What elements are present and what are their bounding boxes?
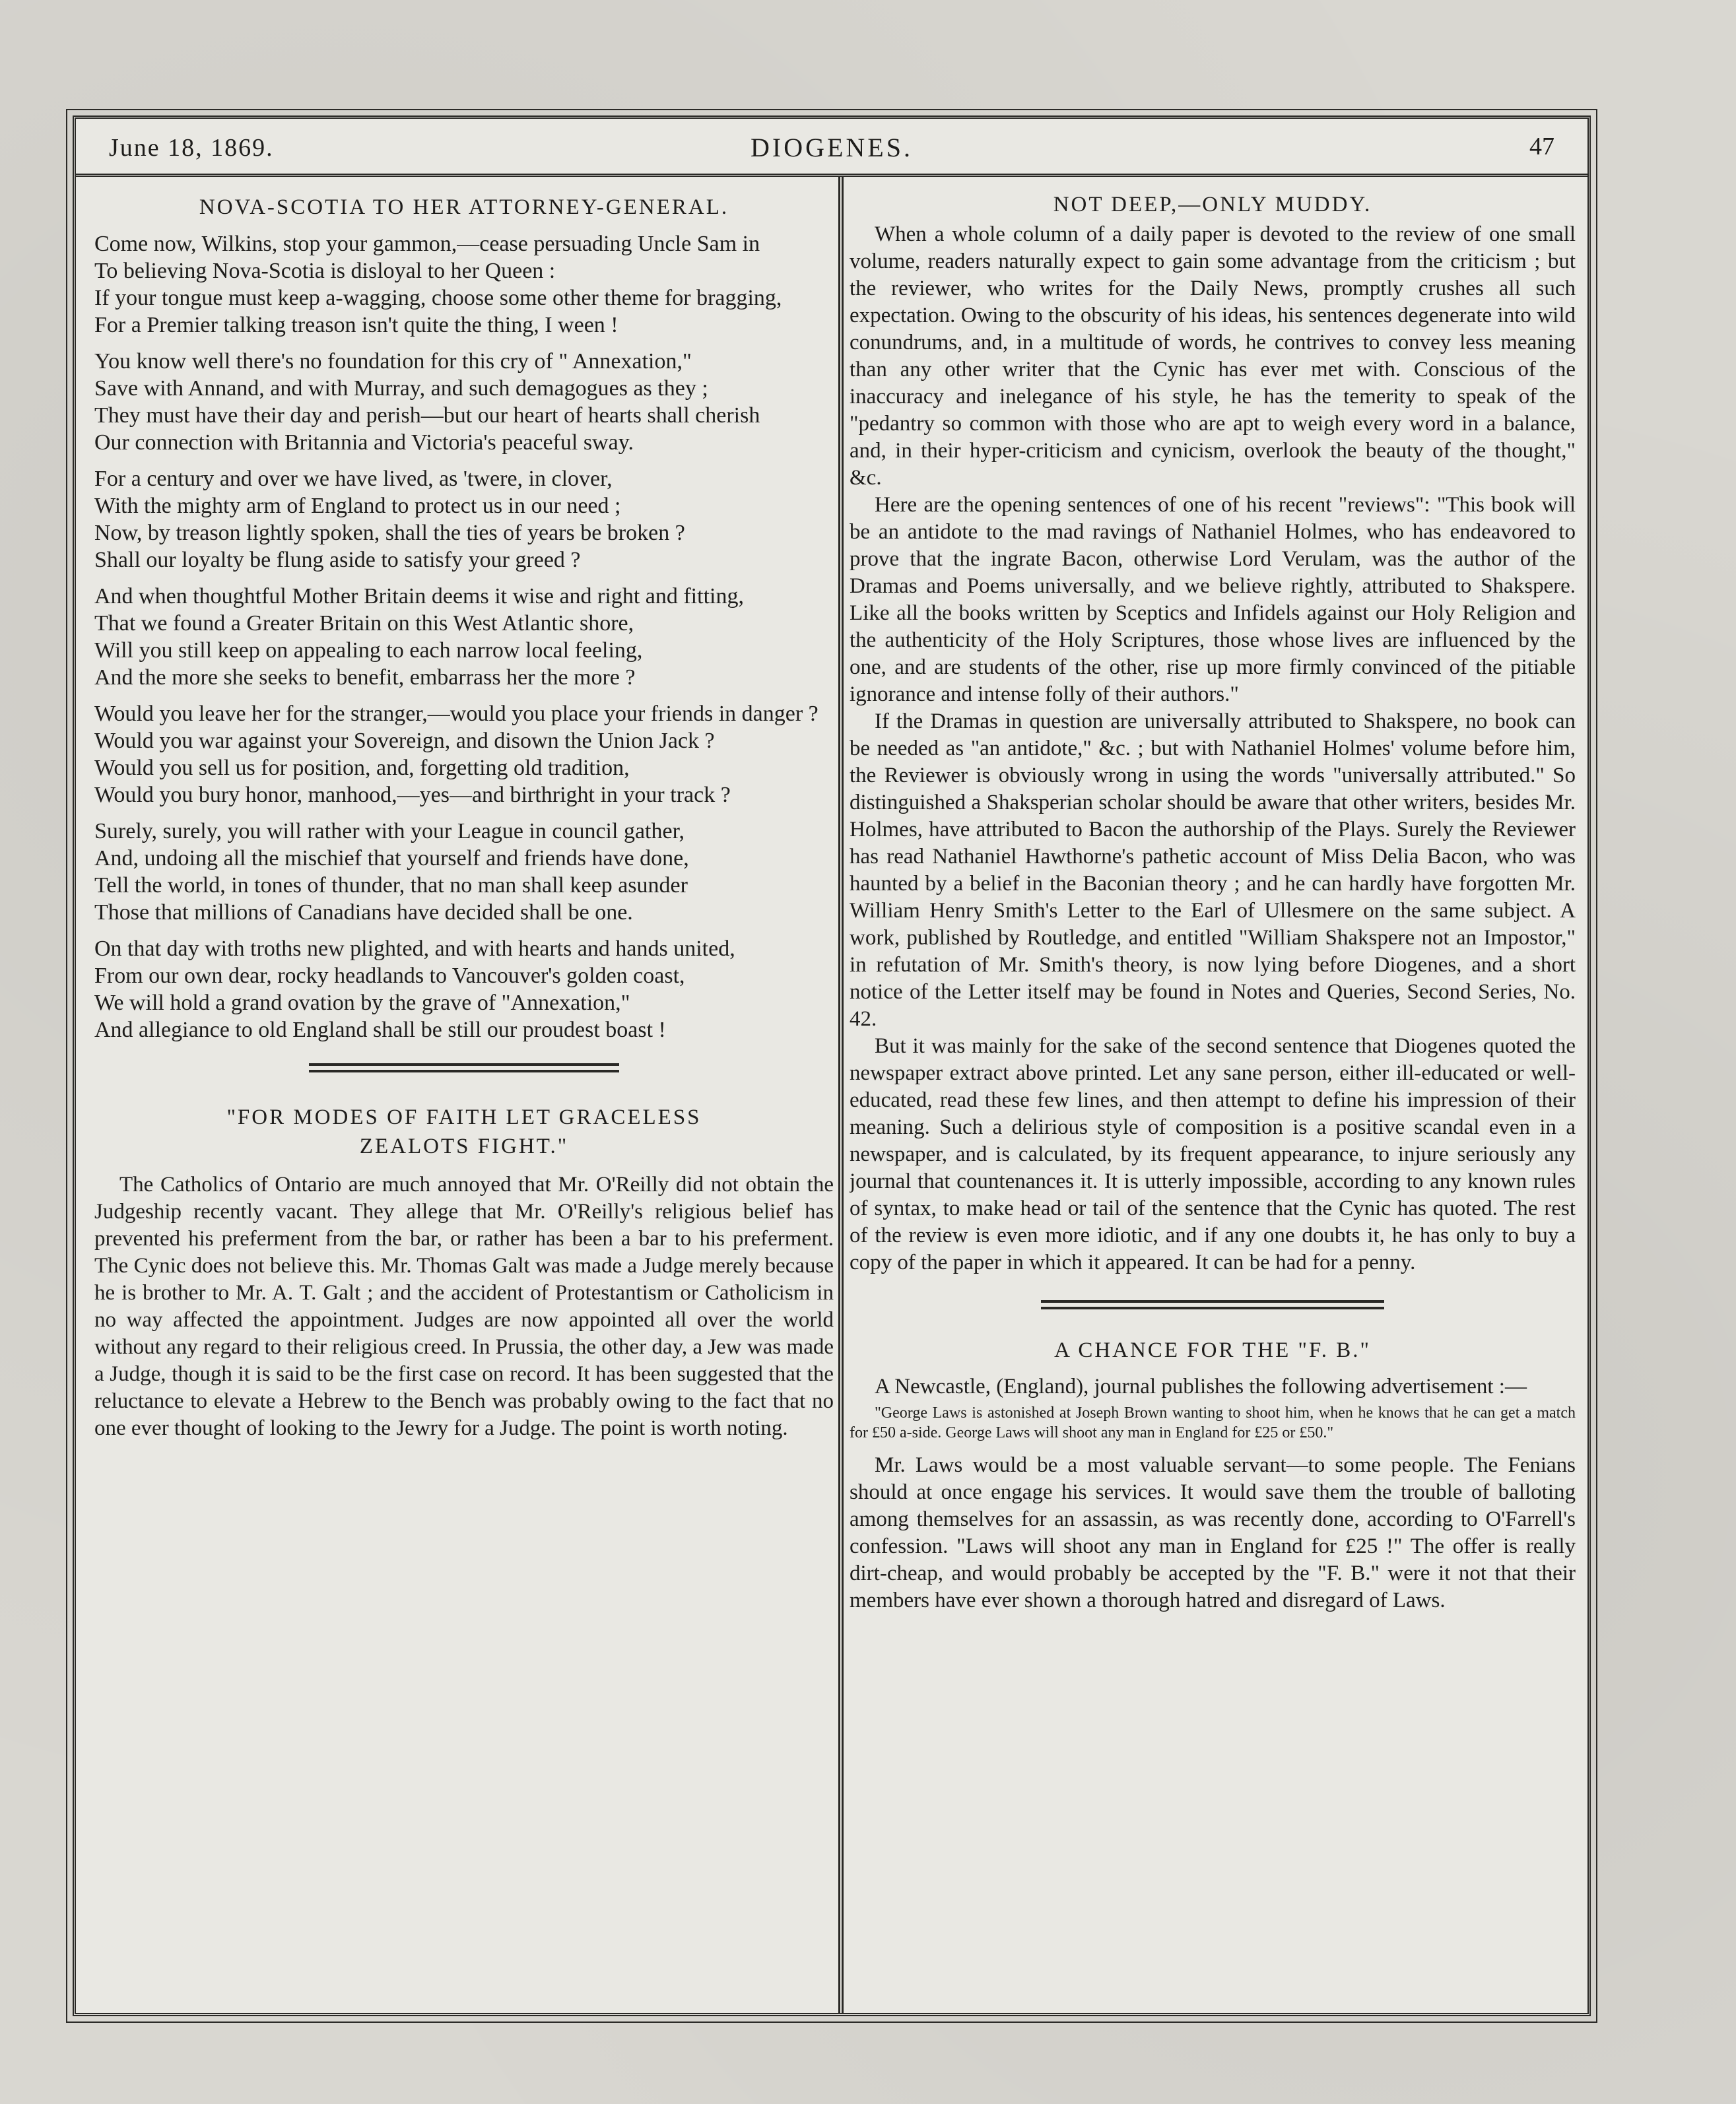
poem-line: They must have their day and perish—but our heart of hearts shall cherish <box>94 403 760 428</box>
poem-line: Would you bury honor, manhood,—yes—and birthright in your track ? <box>94 783 731 807</box>
article-body: The Catholics of Ontario are much annoyed that Mr. O'Reilly did not obtain the Judgeship recently vacant. They allege that Mr. O'Reilly's religious belief has prevented his preferment from the bar, or rather has been a bar to his preferment. The Cynic does not believe this. Mr. Thomas Galt was made a Judge merely because he is brother to Mr. A. T. Galt ; and the accident of Protestantism or Catholicism in no way affected the appointment. Judges are now appointed all over the world without any regard to their religious creed. In Prussia, the other day, a Jew was made a Judge, though it is said to be the first case on record. It has been suggested that the reluctance to elevate a Hebrew to the Bench was probably owing to the fact that no one ever thought of looking to the Jewry for a Judge. The point is worth noting. <box>94 1173 834 1440</box>
poem-line: Come now, Wilkins, stop your gammon,—cease persuading Uncle Sam in <box>94 232 760 256</box>
article-title: "FOR MODES OF FAITH LET GRACELESS ZEALOTS FIGHT." <box>226 1105 702 1158</box>
poem-stanza <box>94 230 834 339</box>
article-paragraph: But it was mainly for the sake of the second sentence that Diogenes quoted the newspaper extract above printed. Let any sane person, either ill-educated or well-educated, read these few lines, and then attempt to define his impression of their meaning. Such a delirious style of composition is a positive scandal even in a newspaper, and is calculated, by its frequent appearance, to injure seriously any journal that countenances it. It is utterly impossible, according to any known rules of syntax, to make head or tail of the sentence that the Cynic has quoted. The rest of the review is even more idiotic, and if any one doubts it, he has only to buy a copy of the paper in which it appeared. It can be had for a penny. <box>850 1034 1576 1274</box>
poem-line: From our own dear, rocky headlands to Vancouver's golden coast, <box>94 964 685 988</box>
poem-line: To believing Nova-Scotia is disloyal to her Queen : <box>94 259 556 283</box>
newspaper-page <box>73 115 1591 2016</box>
poem-line: Tell the world, in tones of thunder, that no man shall keep asunder <box>94 873 688 898</box>
issue-date: June 18, 1869. <box>109 134 274 162</box>
article-intro: A Newcastle, (England), journal publishes the following advertisement :— <box>875 1375 1527 1398</box>
article-paragraph: Here are the opening sentences of one of his recent "reviews": "This book will be an antidote to the mad ravings of Nathaniel Holmes, who has endeavored to prove that the ingrate Bacon, otherwise Lord Verulam, was the author of the Dramas and Poems universally, and we believe rightly, attributed to Shakspere. Like all the books written by Sceptics and Infidels against our Holy Religion and the authenticity of the Holy Scriptures, those whose lives are influenced by the one, and are students of the other, rise up more firmly convinced of the pitiable ignorance and intense folly of their authors." <box>850 493 1576 706</box>
poem-line: Would you sell us for position, and, forgetting old tradition, <box>94 756 630 780</box>
poem-line: That we found a Greater Britain on this West Atlantic shore, <box>94 611 634 636</box>
poem-line: Would you leave her for the stranger,—would you place your friends in danger ? <box>94 702 818 726</box>
poem-line: Save with Annand, and with Murray, and such demagogues as they ; <box>94 376 708 401</box>
poem-line: We will hold a grand ovation by the grave of "Annexation," <box>94 991 630 1015</box>
article-title: A CHANCE FOR THE "F. B." <box>1054 1338 1371 1362</box>
article-paragraph: If the Dramas in question are universally attributed to Shakspere, no book can be needed as "an antidote," &c. ; but with Nathaniel Holmes' volume before him, the Reviewer is obviously wrong in using the words "universally attributed." So distinguished a Shaksperian scholar should be aware that other writers, besides Mr. Holmes, have attributed to Bacon the authorship of the Plays. Surely the Reviewer has read Nathaniel Hawthorne's pathetic account of Miss Delia Bacon, who was haunted by a belief in the Baconian theory ; and he can hardly have forgotten Mr. William Henry Smith's Letter to the Earl of Ullesmere on the same subject. A work, published by Routledge, and entitled "William Shakspere not an Impostor," in refutation of Mr. Smith's theory, is now lying before Diogenes, and a short notice of the Letter itself may be found in Notes and Queries, Second Series, No. 42. <box>850 709 1576 1031</box>
poem-line: With the mighty arm of England to protect us in our need ; <box>94 494 621 518</box>
poem-line: And allegiance to old England shall be still our proudest boast ! <box>94 1018 666 1042</box>
poem-line: Our connection with Britannia and Victoria's peaceful sway. <box>94 430 634 455</box>
poem-stanza <box>94 583 834 691</box>
poem-line: Shall our loyalty be flung aside to satisfy your greed ? <box>94 548 581 572</box>
poem-line: If your tongue must keep a-wagging, choose some other theme for bragging, <box>94 286 782 310</box>
advertisement-quote: "George Laws is astonished at Joseph Brown wanting to shoot him, when he knows that he can get a match for £50 a-side. George Laws will shoot any man in England for £25 or £50." <box>850 1404 1576 1441</box>
poem-line: And when thoughtful Mother Britain deems it wise and right and fitting, <box>94 584 744 608</box>
poem-line: Surely, surely, you will rather with your League in council gather, <box>94 819 685 843</box>
poem-line: Would you war against your Sovereign, and disown the Union Jack ? <box>94 729 715 753</box>
page-number: 47 <box>1529 133 1554 160</box>
poem-line: And the more she seeks to benefit, embarrass her the more ? <box>94 665 636 690</box>
article-body: Mr. Laws would be a most valuable servant—to some people. The Fenians should at once engage his services. It would save them the trouble of balloting among themselves for an assassin, as was recently done, according to O'Farrell's confession. "Laws will shoot any man in England for £25 !" The offer is really dirt-cheap, and would probably be accepted by the "F. B." were it not that their members have ever shown a thorough hatred and disregard of Laws. <box>850 1453 1576 1612</box>
section-rule <box>309 1063 619 1072</box>
section-rule <box>1041 1300 1384 1309</box>
poem-title: NOVA-SCOTIA TO HER ATTORNEY-GENERAL. <box>199 195 729 219</box>
poem-line: Now, by treason lightly spoken, shall the ties of years be broken ? <box>94 521 685 545</box>
masthead: DIOGENES. <box>751 133 913 162</box>
poem-stanza <box>94 700 834 808</box>
poem-line: For a century and over we have lived, as 'twere, in clover, <box>94 467 613 491</box>
poem-stanza <box>94 465 834 574</box>
poem-stanza <box>94 935 834 1043</box>
article-title: NOT DEEP,—ONLY MUDDY. <box>1053 193 1372 216</box>
poem-stanza <box>94 348 834 456</box>
poem-line: Will you still keep on appealing to each narrow local feeling, <box>94 638 643 663</box>
page-header <box>76 119 1587 177</box>
poem-line: For a Premier talking treason isn't quite the thing, I ween ! <box>94 313 618 337</box>
poem-stanza <box>94 818 834 926</box>
poem-line: On that day with troths new plighted, and with hearts and hands united, <box>94 937 735 961</box>
right-column <box>850 190 1576 1987</box>
poem-line: You know well there's no foundation for this cry of " Annexation," <box>94 349 692 374</box>
poem-line: Those that millions of Canadians have decided shall be one. <box>94 900 633 925</box>
column-divider <box>838 177 844 2013</box>
article-paragraph: When a whole column of a daily paper is devoted to the review of one small volume, readers naturally expect to gain some advantage from the criticism ; but the reviewer, who writes for the Daily News, promptly crushes all such expectation. Owing to the obscurity of his ideas, his sentences degenerate into wild conundrums, and, in a multitude of words, he contrives to convey less meaning than any other writer that the Cynic has ever met with. Conscious of the inaccuracy and inelegance of his style, he has the temerity to speak of the "pedantry so common with those who are apt to weigh every word in a balance, and, in their hyper-criticism and cynicism, overlook the beauty of the thought," &c. <box>850 222 1576 490</box>
poem-line: And, undoing all the mischief that yourself and friends have done, <box>94 846 689 871</box>
left-column <box>94 190 834 1987</box>
